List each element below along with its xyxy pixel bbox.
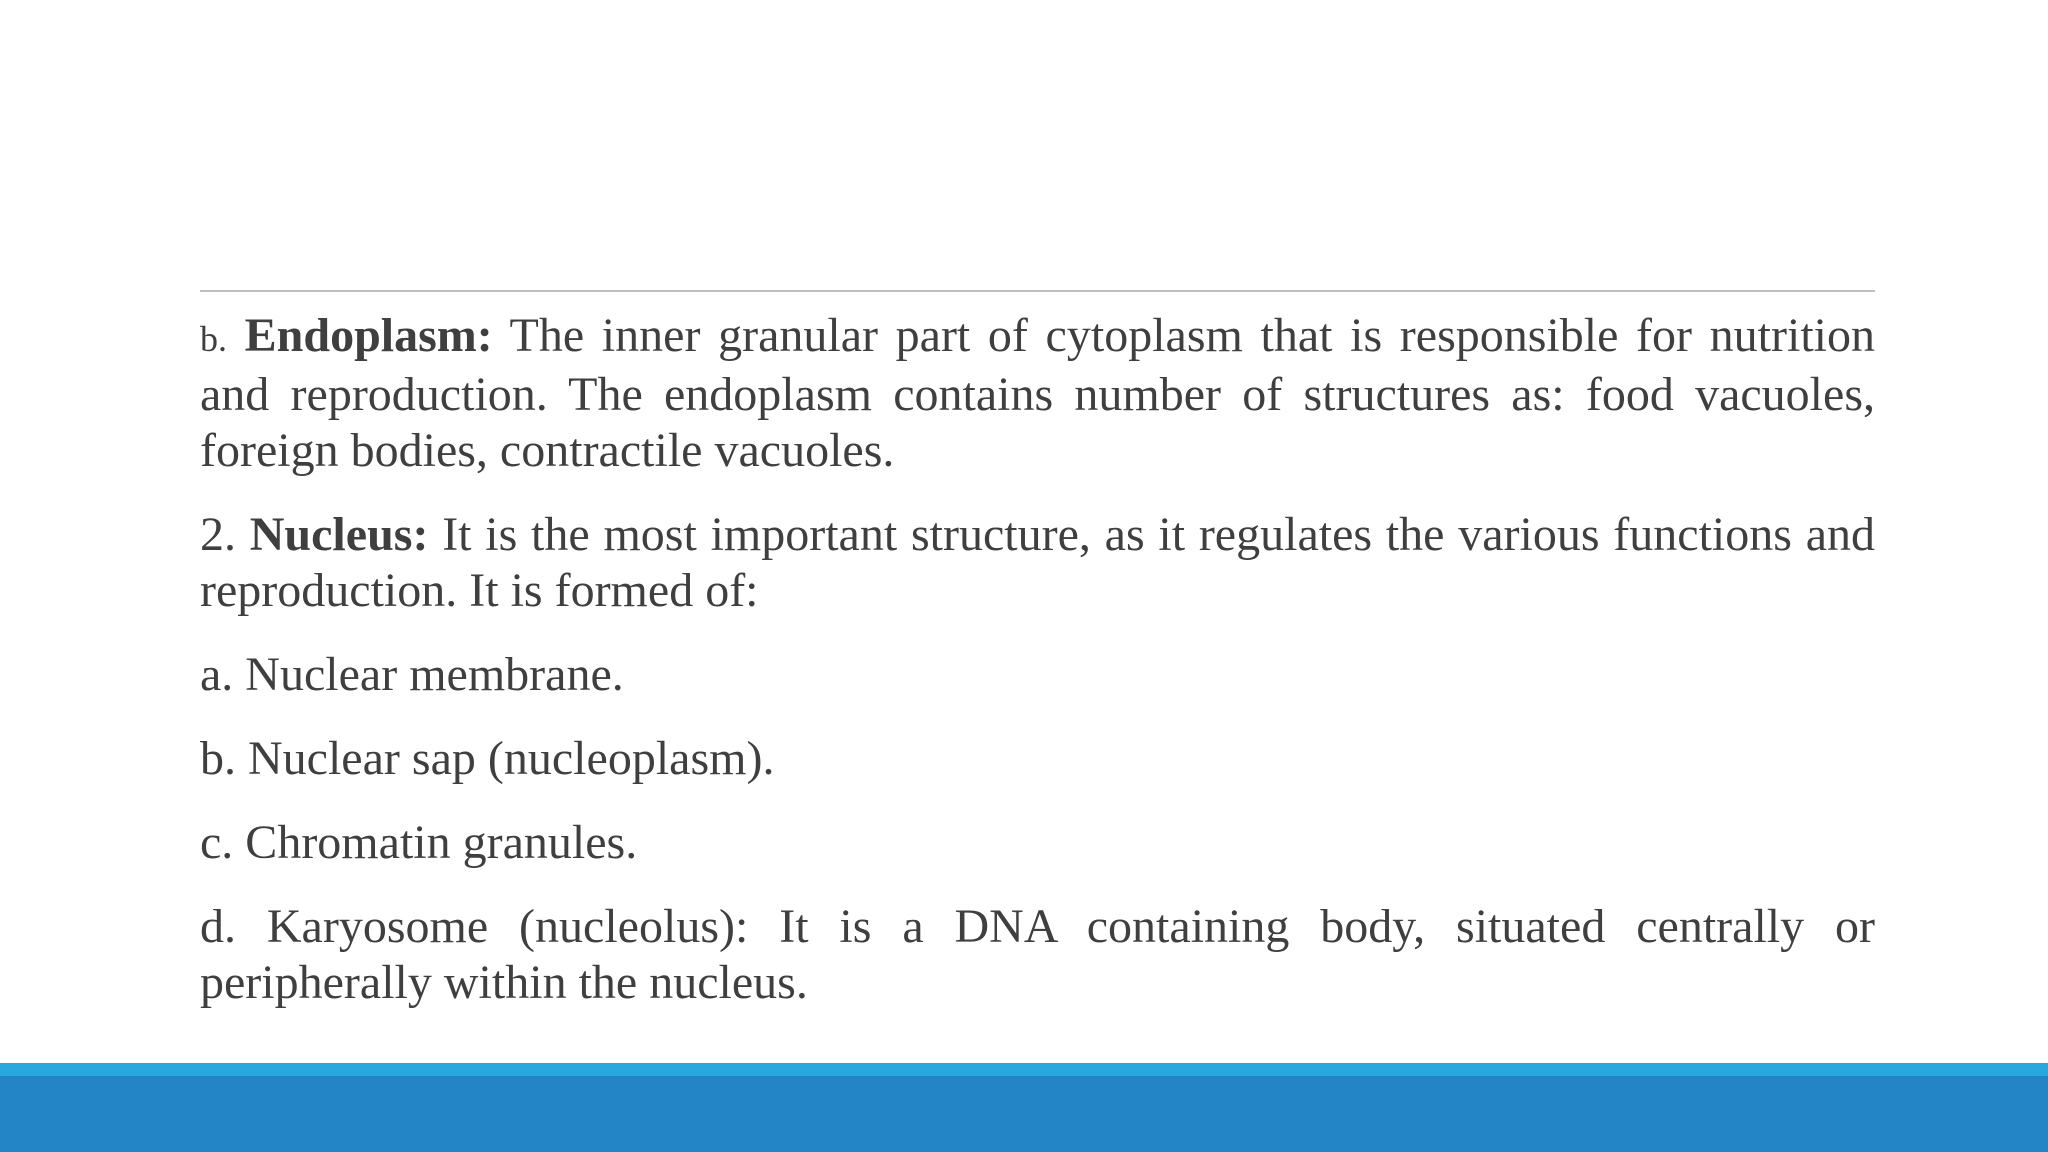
slide-body <box>200 308 1875 1039</box>
list-item-chromatin-granules: c. Chromatin granules. <box>200 816 638 869</box>
title-divider <box>200 290 1875 292</box>
paragraph-endoplasm <box>200 308 1875 479</box>
term-endoplasm: Endoplasm: <box>244 309 493 362</box>
list-marker: 2. <box>200 508 236 561</box>
list-item-nuclear-membrane: a. Nuclear membrane. <box>200 648 624 701</box>
footer-accent-bar <box>0 1063 2048 1076</box>
footer-bar <box>0 1076 2048 1152</box>
term-nucleus: Nucleus: <box>249 508 429 561</box>
list-item-karyosome: d. Karyosome (nucleolus): It is a DNA containing body, situated centrally or peripherally within the nucleus. <box>200 900 1875 1009</box>
paragraph-nucleus <box>200 507 1875 619</box>
list-marker: b. <box>200 319 227 359</box>
list-item-nuclear-sap: b. Nuclear sap (nucleoplasm). <box>200 732 775 785</box>
definition-endoplasm: The inner granular part of cytoplasm that is responsible for nutrition and reproduction. The endoplasm contains number of structures as: food vacuoles, foreign bodies, contractile vacuoles. <box>200 309 1875 477</box>
definition-nucleus: It is the most important structure, as it regulates the various functions and reproduction. It is formed of: <box>200 508 1876 617</box>
